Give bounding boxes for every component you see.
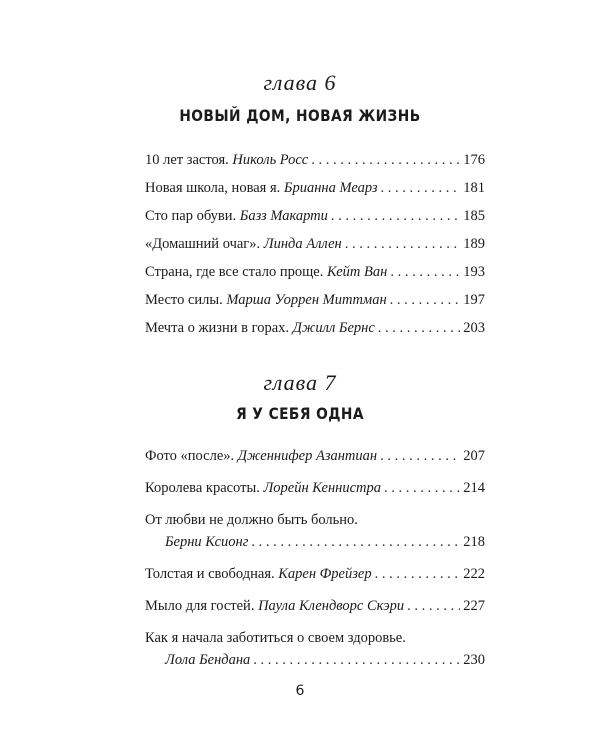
toc-entry[interactable] [145, 478, 485, 498]
entry-title: Новая школа, новая я. [145, 180, 281, 196]
entry-page: 189 [463, 236, 485, 252]
chapter-title: Я У СЕБЯ ОДНА [236, 404, 364, 423]
toc-entry[interactable] [145, 178, 485, 198]
entry-author: Кейт Ван [326, 264, 388, 280]
leader-dots [311, 150, 460, 170]
entry-title: 10 лет застоя. [145, 152, 229, 168]
toc-entry[interactable] [145, 206, 485, 226]
entry-page: 227 [463, 598, 485, 614]
toc-entry[interactable] [165, 650, 485, 670]
entry-page: 214 [463, 480, 485, 496]
entry-author: Берни Ксионг [165, 534, 249, 550]
leader-dots [375, 564, 461, 584]
entry-title: Толстая и свободная. [145, 566, 275, 582]
entry-page: 203 [463, 320, 485, 336]
toc-entry[interactable] [145, 290, 485, 310]
leader-dots [407, 596, 460, 616]
leader-dots [380, 446, 460, 466]
toc-entry[interactable] [145, 596, 485, 616]
entry-page: 222 [463, 566, 485, 582]
entry-author: Паула Клендворс Скэри [258, 598, 405, 614]
entry-title: Место силы. [145, 292, 223, 308]
entry-author: Базз Макарти [239, 208, 328, 224]
entry-title: Королева красоты. [145, 480, 260, 496]
entry-page: 207 [463, 448, 485, 464]
leader-dots [378, 318, 460, 338]
toc-entry[interactable] [145, 446, 485, 466]
entry-author: Дженнифер Азантиан [237, 448, 378, 464]
entry-author: Линда Аллен [263, 236, 342, 252]
entry-author: Джилл Бернс [292, 320, 375, 336]
entry-author: Лорейн Кеннистра [263, 480, 382, 496]
entry-page: 193 [463, 264, 485, 280]
toc-entry[interactable] [145, 318, 485, 338]
entry-title: Страна, где все стало проще. [145, 264, 324, 280]
chapter-label: глава 6 [263, 70, 337, 95]
entry-title: Мечта о жизни в горах. [145, 320, 290, 336]
entry-page: 185 [463, 208, 485, 224]
chapter-title: НОВЫЙ ДОМ, НОВАЯ ЖИЗНЬ [179, 106, 421, 125]
entry-page: 197 [463, 292, 485, 308]
leader-dots [345, 234, 461, 254]
entry-page: 230 [463, 652, 485, 668]
entry-title: «Домашний очаг». [145, 236, 261, 252]
chapter-label: глава 7 [263, 370, 337, 395]
leader-dots [331, 206, 460, 226]
entry-title: Как я начала заботиться о своем здоровье. [145, 630, 406, 646]
leader-dots [384, 478, 460, 498]
entry-page: 181 [463, 180, 485, 196]
page-number: 6 [295, 683, 305, 699]
toc-entry[interactable] [145, 564, 485, 584]
leader-dots [251, 532, 460, 552]
leader-dots [390, 290, 461, 310]
leader-dots [390, 262, 460, 282]
toc-entry[interactable] [165, 532, 485, 552]
entry-author: Марша Уоррен Миттман [226, 292, 387, 308]
entry-title: Фото «после». [145, 448, 235, 464]
toc-entry[interactable] [145, 262, 485, 282]
leader-dots [253, 650, 460, 670]
entry-title: Сто пар обуви. [145, 208, 237, 224]
entry-author: Лола Бендана [165, 652, 251, 668]
leader-dots [381, 178, 461, 198]
entry-author: Николь Росс [232, 152, 309, 168]
entry-page: 218 [463, 534, 485, 550]
entry-title: Мыло для гостей. [145, 598, 255, 614]
entry-title: От любви не должно быть больно. [145, 512, 358, 528]
entry-author: Карен Фрейзер [278, 566, 372, 582]
toc-entry[interactable] [145, 234, 485, 254]
entry-author: Брианна Меарз [283, 180, 378, 196]
entry-page: 176 [463, 152, 485, 168]
toc-entry[interactable] [145, 150, 485, 170]
